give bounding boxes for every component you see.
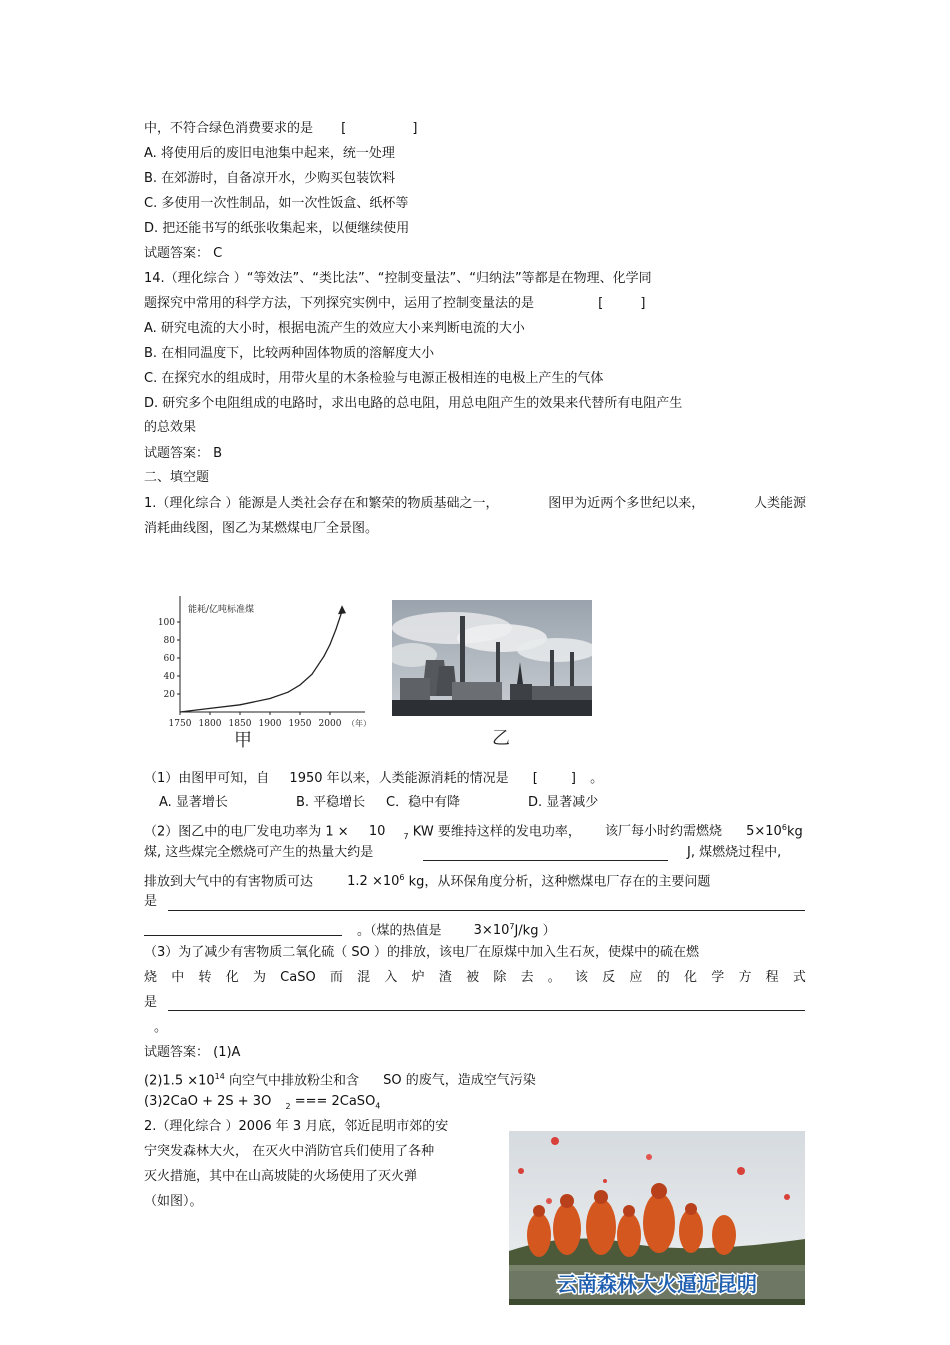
q14-stem-line1: 14.（理化综合 ）“等效法”、“类比法”、“控制变量法”、“归纳法”等都是在物理、化学同 [144, 271, 652, 286]
sub3-line2-char: 的 [656, 970, 670, 985]
q14-stem-line2-text: 题探究中常用的科学方法，下列探究实例中，运用了控制变量法的是 [144, 296, 535, 311]
data-point [269, 698, 270, 699]
sub2-l1-p4: 该厂每小时约需燃烧 [604, 824, 722, 840]
sub3-line2-char: 学 [711, 970, 725, 985]
sub3-line2-char: 化 [683, 970, 697, 985]
firefighters-illustration [509, 1131, 805, 1305]
q13-option-d: D. 把还能书写的纸张收集起来，以便继续使用 [144, 221, 410, 236]
fill1-intro-part3: 人类能源 [753, 496, 806, 511]
sub1-line [144, 771, 603, 787]
ans2-p2: 向空气中排放粉尘和含 [228, 1073, 359, 1089]
x-tick-label: 1950 [288, 719, 312, 729]
sub2-line2-a: 煤, 这些煤完全燃烧可产生的热量大约是 [144, 845, 374, 860]
chart-label-jia: 甲 [234, 730, 252, 751]
sub3-line2 [144, 970, 806, 986]
fill2-line4: （如图）。 [144, 1194, 203, 1209]
sub2-l3-p1: 排放到大气中的有害物质可达 [144, 874, 314, 890]
y-tick-label: 60 [163, 654, 175, 664]
ans3-p2: === 2CaSO [294, 1094, 376, 1109]
data-point [179, 711, 180, 712]
fill1-answer-3 [144, 1094, 380, 1115]
sub2-l3-p2: 1.2 ×10 [347, 874, 400, 890]
ans3-sub1: 2 [285, 1101, 291, 1111]
sub2-line5 [357, 919, 556, 939]
q14-stem-line2 [144, 296, 646, 312]
data-point [287, 692, 288, 693]
q14-option-a: A. 研究电流的大小时，根据电流产生的效应大小来判断电流的大小 [144, 321, 525, 336]
sub1-part1: （1）由图甲可知，自 [144, 771, 270, 786]
sub3-line2-char: 入 [384, 970, 398, 985]
sub3-line2-char: 。 [547, 970, 561, 985]
sub3-line2-char: 烧 [144, 970, 158, 985]
q13-stem: 中，不符合绿色消费要求的是 [144, 121, 314, 136]
sub3-line4: 。 [154, 1020, 168, 1035]
q14-answer: 试题答案： B [144, 446, 223, 461]
sub2-l1-p1: （2）图乙中的电厂发电功率为 1 × [144, 824, 349, 840]
q13-option-b: B. 在郊游时，自备凉开水，少购买包装饮料 [144, 171, 396, 186]
sub3-line3: 是 [144, 995, 158, 1010]
fill1-intro-line1 [144, 496, 806, 512]
sub2-line3 [144, 870, 710, 890]
sub2-l1-p3: KW 要维持这样的发电功率， [412, 824, 581, 840]
sub2-line1 [144, 820, 803, 845]
sub3-line2-char: 被 [466, 970, 480, 985]
q14-answer-bracket: [ ] [598, 296, 646, 311]
sub3-line2-char: 应 [629, 970, 643, 985]
x-axis-label: （年） [347, 719, 371, 728]
sub3-line2-char: 渣 [438, 970, 452, 985]
sub2-l5-exp: 7 [509, 922, 515, 931]
sub2-l5-p3: J/kg ） [514, 923, 556, 939]
x-tick-label: 2000 [318, 719, 342, 729]
data-point [335, 629, 336, 630]
ans3-p1: (3)2CaO + 2S + 3O [144, 1094, 272, 1109]
sub3-line2-char: 化 [225, 970, 239, 985]
energy-consumption-chart [150, 592, 380, 742]
q13-stem-line [144, 121, 417, 137]
sub3-line2-char: 转 [198, 970, 212, 985]
data-point [311, 674, 312, 675]
sub1-option-b: B. 平稳增长 [296, 795, 366, 810]
y-axis-label: 能耗/亿吨标准煤 [188, 605, 255, 615]
fill2-line1: 2.（理化综合 ）2006 年 3 月底，邻近昆明市郊的安 [144, 1119, 449, 1134]
sub1-option-c: C．稳中有降 [386, 795, 461, 810]
sub3-line2-char: 程 [765, 970, 779, 985]
sub2-line4: 是 [144, 894, 158, 909]
sub2-l3-p3: kg，从环保角度分析，这种燃煤电厂存在的主要问题 [408, 874, 711, 890]
sub3-line2-char: 中 [171, 970, 185, 985]
problem-answer-blank-2[interactable] [144, 935, 342, 936]
sub2-l1-p2: 10 [368, 824, 386, 840]
sub3-line2-char: CaSO [280, 970, 316, 985]
sub2-l5-p1: 。（煤的热值是 [357, 923, 442, 939]
heat-answer-blank[interactable] [423, 860, 668, 861]
sub2-l5-p2: 3×10 [473, 923, 510, 939]
sub3-line2-char: 式 [792, 970, 806, 985]
y-tick-label: 40 [163, 672, 175, 682]
ans2-p3: SO 的废气，造成空气污染 [383, 1073, 536, 1089]
sub1-part2: 1950 年以来，人类能源消耗的情况是 [289, 771, 509, 786]
problem-answer-blank-1[interactable] [168, 910, 805, 911]
q13-answer-bracket: [ ] [341, 121, 418, 136]
sub3-line2-char: 为 [252, 970, 266, 985]
sub3-line2-char: 而 [329, 970, 343, 985]
section-title: 二、填空题 [144, 470, 210, 485]
sub2-l1-p5: 5×10 [746, 824, 782, 840]
data-point [299, 684, 300, 685]
sub3-line2-char: 混 [357, 970, 371, 985]
sub3-line2-char: 去 [520, 970, 534, 985]
q14-option-d-cont: 的总效果 [144, 420, 197, 435]
x-tick-label: 1900 [258, 719, 282, 729]
power-plant-photo [392, 600, 592, 716]
forest-fire-photo [509, 1131, 805, 1305]
sub2-l1-exp2: 6 [781, 823, 787, 832]
sub3-line2-char: 除 [493, 970, 507, 985]
q14-option-c: C. 在探究水的组成时，用带火星的木条检验与电源正极相连的电极上产生的气体 [144, 371, 604, 386]
fire-photo-caption: 云南森林大火逼近昆明 [557, 1272, 757, 1296]
fill1-answer-title: 试题答案： (1)A [144, 1045, 241, 1060]
energy-curve [180, 611, 342, 712]
sub3-line2-char: 反 [602, 970, 616, 985]
q14-option-b: B. 在相同温度下，比较两种固体物质的溶解度大小 [144, 346, 435, 361]
q13-option-a: A. 将使用后的废旧电池集中起来，统一处理 [144, 146, 395, 161]
fill2-line2: 宁突发森林大火， 在灭火中消防官兵们使用了各种 [144, 1144, 435, 1159]
fill2-line3: 灭火措施，其中在山高坡陡的火场使用了灭火弹 [144, 1169, 418, 1184]
data-point [329, 644, 330, 645]
q13-option-c: C. 多使用一次性制品，如一次性饭盒、纸杯等 [144, 196, 409, 211]
sub3-line2-char: 炉 [411, 970, 425, 985]
sub1-period: 。 [590, 771, 604, 786]
y-tick-label: 100 [157, 618, 175, 628]
fill1-intro-part1: 1.（理化综合 ）能源是人类社会存在和繁荣的物质基础之一， [144, 496, 499, 511]
sub2-line2-b: J, 煤燃烧过程中, [687, 845, 782, 860]
fill1-answer-2 [144, 1069, 536, 1089]
q13-answer: 试题答案： C [144, 246, 223, 261]
sub2-l3-exp: 6 [399, 873, 405, 882]
x-tick-label: 1750 [168, 719, 192, 729]
data-point [209, 708, 210, 709]
sub1-option-d: D. 显著减少 [528, 795, 599, 810]
power-plant-illustration [392, 600, 592, 716]
sub1-option-a: A. 显著增长 [159, 795, 228, 810]
sub3-line2-char: 方 [738, 970, 752, 985]
equation-answer-blank[interactable] [168, 1010, 805, 1011]
sub3-line2-char: 该 [575, 970, 589, 985]
y-tick-label: 20 [163, 690, 175, 700]
q14-option-d: D. 研究多个电阻组成的电路时，求出电路的总电阻，用总电阻产生的效果来代替所有电阻产生 [144, 396, 683, 411]
data-point [341, 611, 342, 612]
sub3-line1: （3）为了减少有害物质二氧化硫（ SO ）的排放，该电厂在原煤中加入生石灰，使煤中的硫在燃 [144, 945, 700, 960]
x-tick-label: 1800 [198, 719, 222, 729]
ans2-p1: (2)1.5 ×10 [144, 1073, 215, 1089]
fill1-intro-line2: 消耗曲线图，图乙为某燃煤电厂全景图。 [144, 521, 379, 536]
x-tick-label: 1850 [228, 719, 252, 729]
data-point [239, 704, 240, 705]
sub2-l1-exp1: 7 [403, 831, 409, 841]
ans2-exp: 14 [214, 1072, 225, 1081]
ans3-sub2: 4 [375, 1101, 381, 1111]
sub2-l1-p6: kg [786, 824, 803, 840]
photo-label-yi: 乙 [492, 728, 510, 749]
sub1-bracket: [ ] [532, 771, 576, 786]
y-tick-label: 80 [163, 636, 175, 646]
curve-arrow-head [338, 605, 346, 614]
fill1-intro-part2: 图甲为近两个多世纪以来， [548, 496, 705, 511]
data-point [323, 656, 324, 657]
